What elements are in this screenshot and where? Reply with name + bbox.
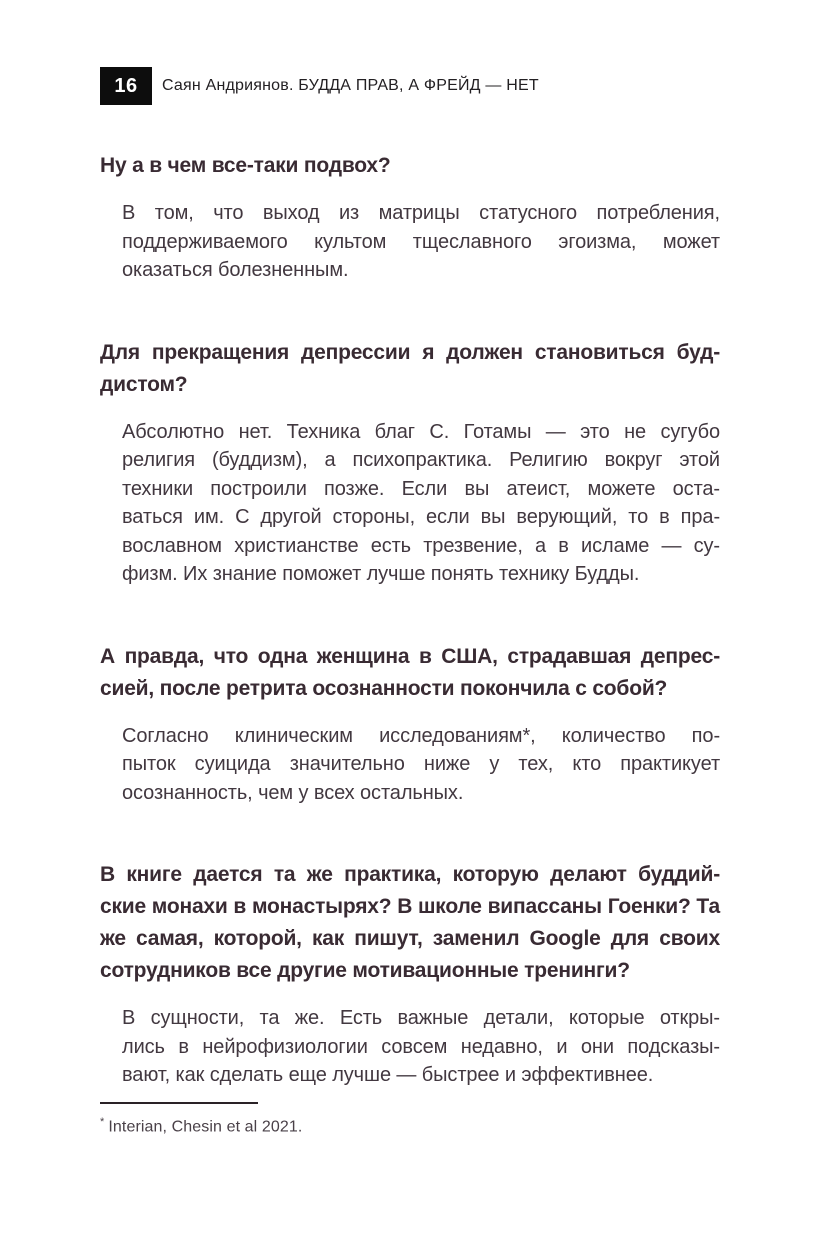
question-heading xyxy=(100,859,720,987)
page-header xyxy=(100,66,720,106)
footnote-marker: * xyxy=(100,1116,105,1128)
text-line: Для прекращения депрессии я должен становиться буд- xyxy=(100,340,720,364)
text-line: оказаться болезненным. xyxy=(122,259,349,281)
footnote-citation: Interian, Chesin et al 2021. xyxy=(108,1118,303,1136)
text-line: А правда, что одна женщина в США, страдавшая депрес- xyxy=(100,644,720,668)
qa-section-3 xyxy=(100,641,720,808)
text-line: сотрудников все другие мотивационные тренинги? xyxy=(100,959,630,982)
question-heading xyxy=(100,641,720,705)
page-body xyxy=(100,150,720,1090)
answer-paragraph xyxy=(122,722,720,808)
text-line: В сущности, та же. Есть важные детали, которые откры- xyxy=(122,1007,720,1029)
text-line: физм. Их знание поможет лучше понять технику Будды. xyxy=(122,563,640,585)
text-line: религия (буддизм), а психопрактика. Религию вокруг этой xyxy=(122,449,720,471)
text-line: сией, после ретрита осознанности покончила с собой? xyxy=(100,676,668,700)
answer-paragraph xyxy=(122,418,720,589)
text-line: пыток суицида значительно ниже у тех, кто практикует xyxy=(122,753,720,775)
text-line: вославном христианстве есть трезвение, а в исламе — су- xyxy=(122,534,720,557)
qa-section-1 xyxy=(100,150,720,285)
text-line: дистом? xyxy=(100,372,188,396)
running-title: Саян Андриянов. БУДДА ПРАВ, А ФРЕЙД — НЕТ xyxy=(162,77,539,94)
answer-paragraph xyxy=(122,199,720,285)
text-line: В том, что выход из матрицы статусного потребления, xyxy=(122,202,720,224)
footnote-text xyxy=(100,1116,720,1136)
question-heading xyxy=(100,150,720,182)
qa-section-4 xyxy=(100,859,720,1090)
answer-paragraph xyxy=(122,1004,720,1090)
text-line: ваться им. С другой стороны, если вы верующий, то в пра- xyxy=(122,506,720,528)
text-line: Ну а в чем все-таки подвох? xyxy=(100,154,391,177)
text-line: же самая, которой, как пишут, заменил Google для своих xyxy=(100,927,720,950)
text-line: Абсолютно нет. Техника благ С. Готамы — это не сугубо xyxy=(122,420,720,443)
question-heading xyxy=(100,337,720,401)
qa-section-2 xyxy=(100,337,720,589)
text-line: В книге дается та же практика, которую делают буддий- xyxy=(100,863,720,886)
text-line: осознанность, чем у всех остальных. xyxy=(122,781,464,804)
text-line: поддерживаемого культом тщеславного эгоизма, может xyxy=(122,230,720,253)
text-line: вают, как сделать еще лучше — быстрее и эффективнее. xyxy=(122,1064,654,1086)
text-line: техники построили позже. Если вы атеист, можете оста- xyxy=(122,477,720,500)
text-line: ские монахи в монастырях? В школе випассаны Гоенки? Та xyxy=(100,895,720,918)
text-line: Согласно клиническим исследованиям*, количество по- xyxy=(122,724,720,747)
text-line: лись в нейрофизиологии совсем недавно, и они подсказы- xyxy=(122,1035,720,1058)
page-number-badge: 16 xyxy=(100,67,152,105)
footnote-divider xyxy=(100,1102,258,1104)
footnote xyxy=(100,1102,720,1136)
